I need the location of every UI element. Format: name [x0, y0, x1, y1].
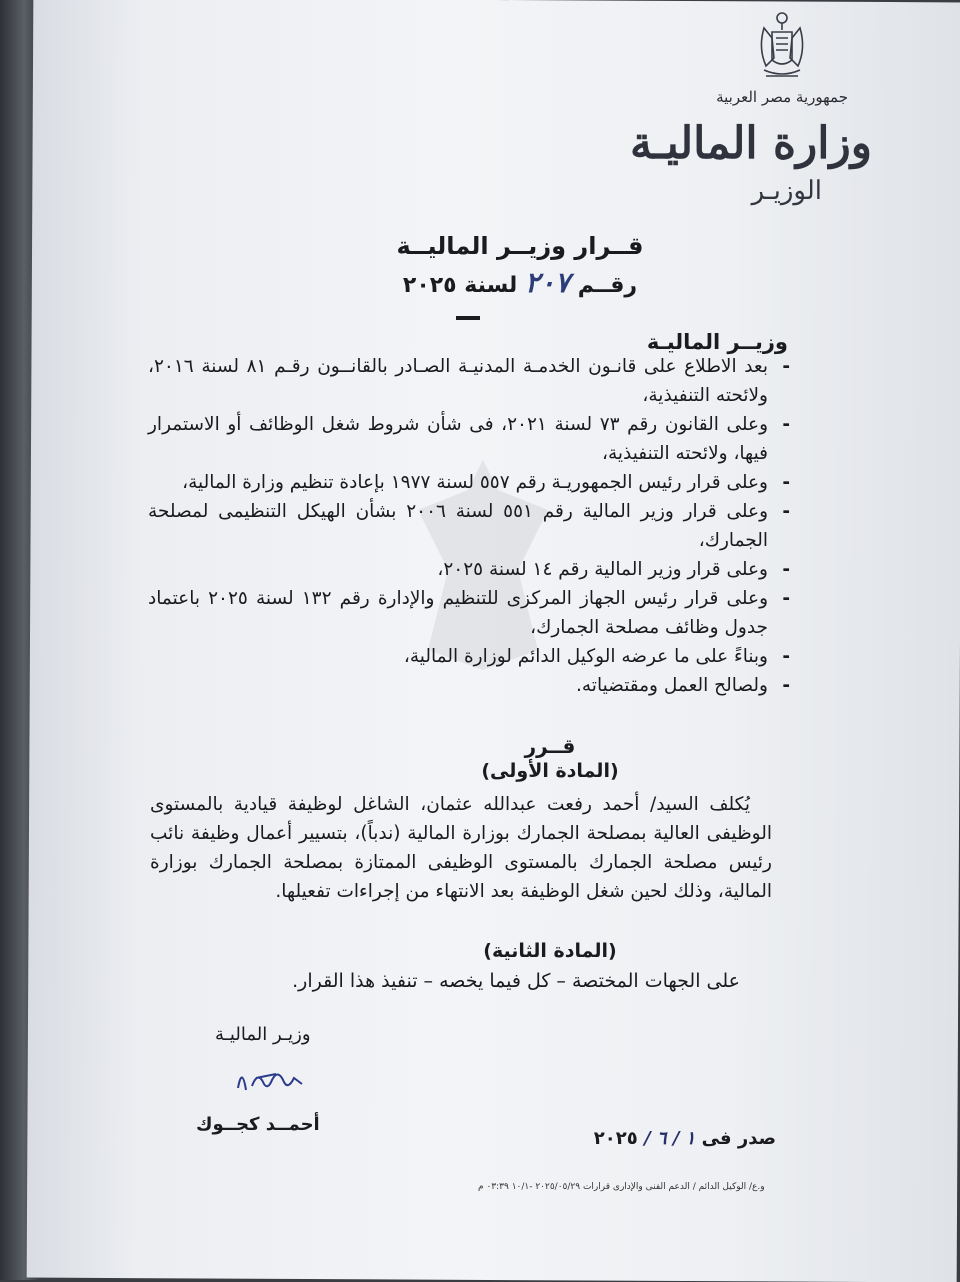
preamble-item: - وعلى قرار وزير المالية رقم ٥٥١ لسنة ٢٠٠٦ بشأن الهيكل التنظيمى لمصلحة الجمارك،: [148, 497, 790, 555]
preamble-item: - وعلى قرار وزير المالية رقم ١٤ لسنة ٢٠٢٥،: [148, 555, 790, 584]
preamble-item: - وبناءً على ما عرضه الوكيل الدائم لوزارة المالية،: [148, 642, 790, 671]
issue-date-year: ٢٠٢٥: [593, 1128, 638, 1149]
decree-year: لسنة ٢٠٢٥: [402, 273, 518, 298]
issuer-heading: وزيــر الماليـة: [646, 330, 788, 354]
issue-date: [594, 1128, 776, 1149]
preamble-item: - وعلى القانون رقم ٧٣ لسنة ٢٠٢١، فى شأن شروط شغل الوظائف أو الاستمرار فيها، ولائحته التنفيذية،: [148, 410, 790, 468]
footer-reference: و.ع/ الوكيل الدائم / الدعم الفنى والإدارى قرارات ٢٠٢٥/٠٥/٢٩ -١٠/١ ٠٣:٣٩ م: [478, 1182, 765, 1192]
signatory-title: وزيـر الماليـة: [215, 1024, 311, 1045]
title-divider: [456, 316, 480, 320]
eagle-emblem-icon: [752, 8, 812, 88]
issue-date-handwritten: ١ / ٦ /: [644, 1128, 696, 1149]
header-minister-office: الوزيـر: [751, 176, 822, 206]
preamble-list: [148, 352, 790, 700]
preamble-item: - بعد الاطلاع على قانـون الخدمـة المدنيـة الصـادر بالقانــون رقـم ٨١ لسنة ٢٠١٦، ولائحته التنفيذية،: [148, 352, 790, 410]
preamble-item: - ولصالح العمل ومقتضياته.: [148, 671, 790, 700]
decree-title: قــرار وزيــر الماليــة: [396, 232, 644, 260]
article2-text: على الجهات المختصة – كل فيما يخصه – تنفيذ هذا القرار.: [292, 970, 740, 992]
header-republic: جمهورية مصر العربية: [716, 88, 848, 106]
article1-text: يُكلف السيد/ أحمد رفعت عبدالله عثمان، الشاغل لوظيفة قيادية بالمستوى الوظيفى العالية بمصلحة الجمارك بوزارة المالية (ندباً)، بتسيير أعمال وظيفة نائب رئيس مصلحة الجمارك بالمستوى الوظيفى الممتازة بمصلحة الجمارك بوزارة المالية، وذلك لحين شغل الوظيفة بعد الانتهاء من إجراءات تفعيلها.: [150, 794, 772, 902]
article2-heading: (المادة الثانية): [483, 940, 617, 962]
issue-date-label: صدر فى: [701, 1128, 776, 1149]
decree-number-line: [0, 266, 960, 299]
decision-heading: قــرر: [524, 734, 576, 758]
preamble-item: - وعلى قرار رئيس الجهاز المركزى للتنظيم والإدارة رقم ١٣٢ لسنة ٢٠٢٥ باعتماد جدول وظائف مصلحة الجمارك،: [148, 584, 790, 642]
header-ministry: وزارة الماليـة: [630, 118, 872, 169]
decree-number-handwritten: ٢٠٧: [524, 266, 571, 299]
signatory-name: أحمــد كجــوك: [196, 1114, 320, 1135]
preamble-item: - وعلى قرار رئيس الجمهوريـة رقم ٥٥٧ لسنة ١٩٧٧ بإعادة تنظيم وزارة المالية،: [148, 468, 790, 497]
decree-number-prefix: رقــم: [577, 273, 638, 298]
article1-heading: (المادة الأولى): [481, 760, 619, 782]
handwritten-signature: [232, 1060, 312, 1100]
